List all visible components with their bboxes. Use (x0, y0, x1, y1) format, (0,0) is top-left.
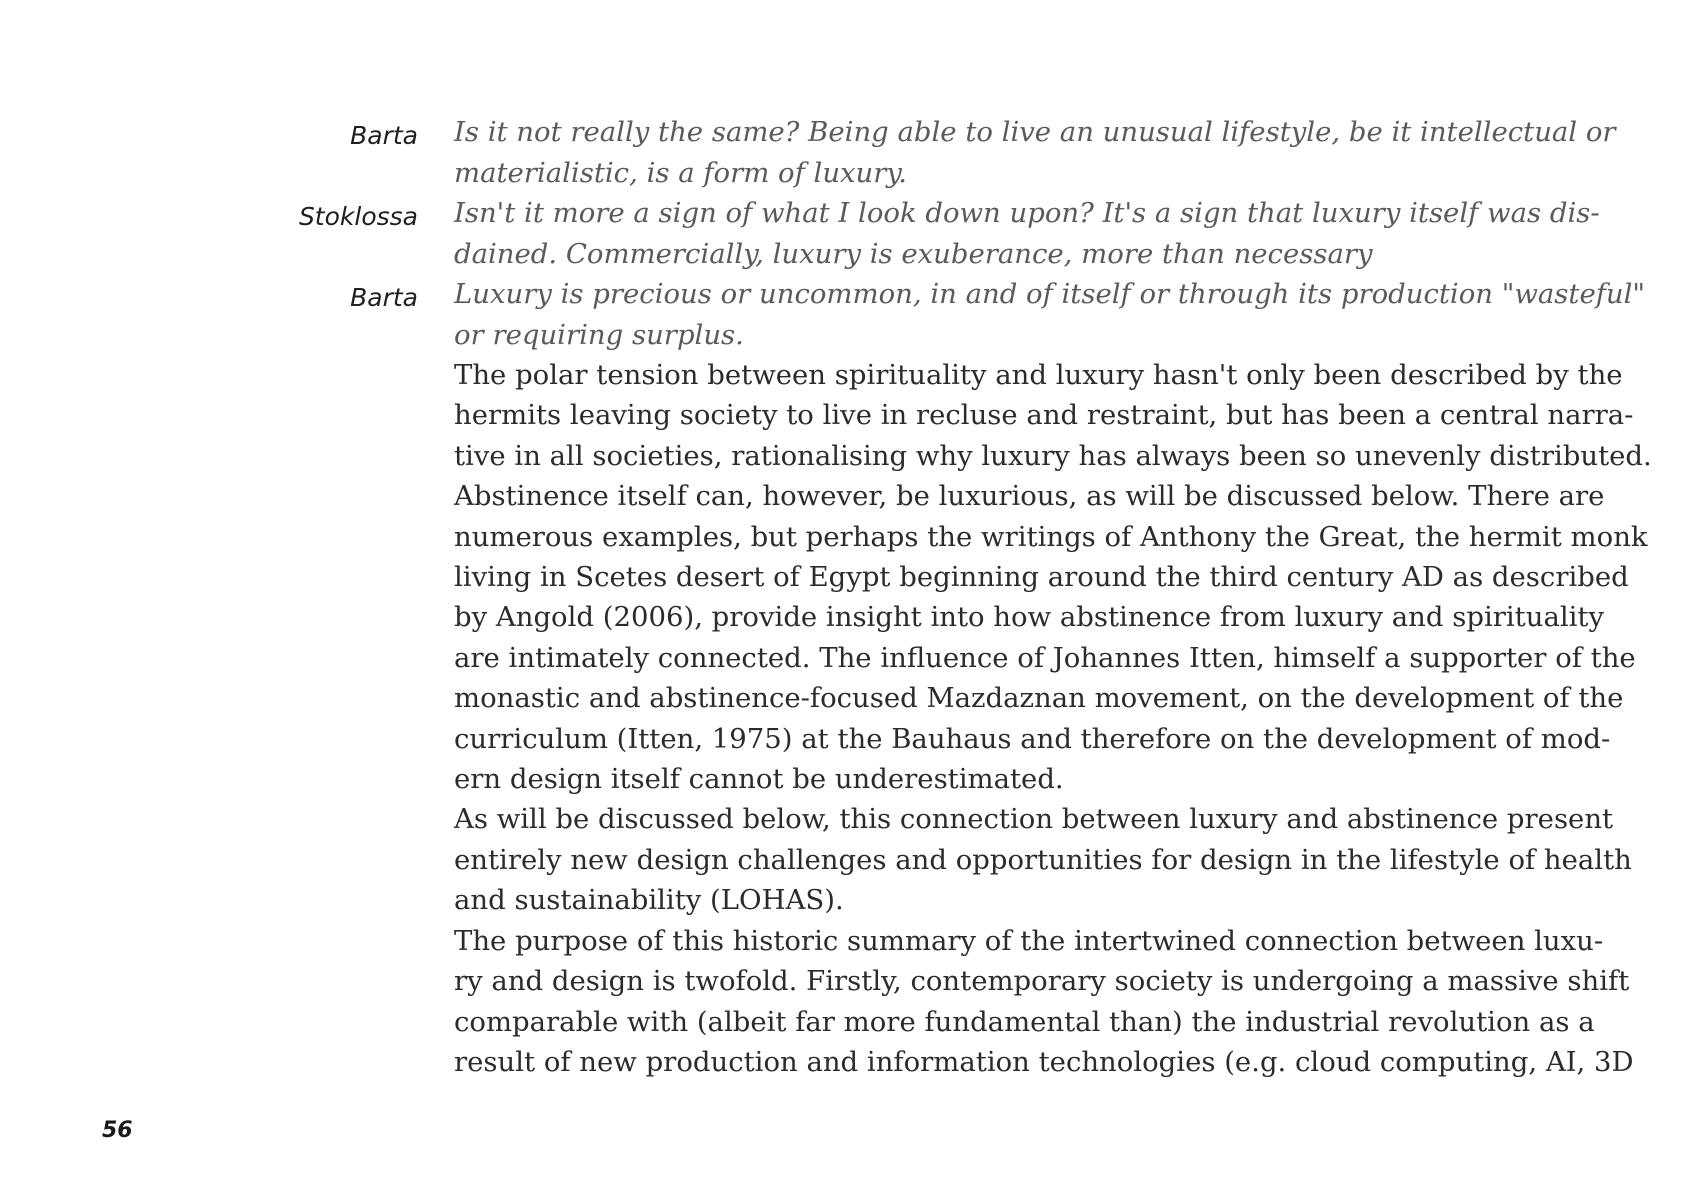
interview-dialogue (0, 112, 1702, 355)
paragraph-line: and sustainability (LOHAS). (454, 884, 844, 917)
speaker-utterance (454, 112, 1616, 193)
paragraph-line: curriculum (Itten, 1975) at the Bauhaus and therefore on the development of mod- (454, 722, 1611, 755)
paragraph-line: entirely new design challenges and opportunities for design in the lifestyle of health (454, 843, 1632, 876)
utterance-line: Isn't it more a sign of what I look down upon? It's a sign that luxury itself was dis- (454, 197, 1600, 229)
paragraph-line: The purpose of this historic summary of the intertwined connection between luxu- (454, 924, 1604, 957)
utterance-line: Luxury is precious or uncommon, in and of itself or through its production "wasteful" (454, 278, 1646, 310)
paragraph-line: The polar tension between spirituality and luxury hasn't only been described by the (454, 359, 1623, 391)
dialogue-turn (0, 112, 1702, 193)
paragraph-line: hermits leaving society to live in recluse and restraint, but has been a central narra- (454, 399, 1634, 432)
speaker-utterance (454, 274, 1646, 355)
speaker-name: Barta (350, 121, 418, 150)
paragraph-line: tive in all societies, rationalising why luxury has always been so unevenly distributed. (454, 439, 1652, 472)
dialogue-turn (0, 274, 1702, 355)
paragraph-line: As will be discussed below, this connection between luxury and abstinence present (454, 803, 1614, 836)
paragraph-line: Abstinence itself can, however, be luxurious, as will be discussed below. There are (454, 480, 1605, 513)
body-paragraph (454, 355, 1652, 799)
paragraph-line: by Angold (2006), provide insight into how abstinence from luxury and spirituality (454, 601, 1605, 634)
utterance-line: dained. Commercially, luxury is exuberance, more than necessary (454, 237, 1373, 270)
paragraph-line: result of new production and information technologies (e.g. cloud computing, AI, 3D (454, 1045, 1634, 1078)
utterance-line: materialistic, is a form of luxury. (454, 156, 908, 189)
dialogue-turn (0, 193, 1702, 274)
paragraph-line: are intimately connected. The influence of Johannes Itten, himself a supporter of the (454, 641, 1636, 674)
paragraph-line: numerous examples, but perhaps the writings of Anthony the Great, the hermit monk (454, 520, 1648, 553)
body-text (454, 355, 1652, 1082)
paragraph-line: living in Scetes desert of Egypt beginning around the third century AD as described (454, 561, 1629, 594)
speaker-name: Barta (350, 283, 418, 312)
paragraph-line: comparable with (albeit far more fundamental than) the industrial revolution as a (454, 1005, 1595, 1038)
body-paragraph (454, 921, 1634, 1083)
utterance-line: Is it not really the same? Being able to live an unusual lifestyle, be it intellectual or (454, 116, 1616, 148)
paragraph-line: monastic and abstinence-focused Mazdaznan movement, on the development of the (454, 682, 1624, 715)
speaker-name: Stoklossa (298, 202, 418, 231)
paragraph-line: ry and design is twofold. Firstly, contemporary society is undergoing a massive shift (454, 965, 1630, 998)
utterance-line: or requiring surplus. (454, 318, 744, 351)
page-number: 56 (102, 1118, 133, 1143)
paragraph-line: ern design itself cannot be underestimated. (454, 763, 1064, 796)
body-paragraph (454, 799, 1632, 920)
speaker-utterance (454, 193, 1604, 274)
